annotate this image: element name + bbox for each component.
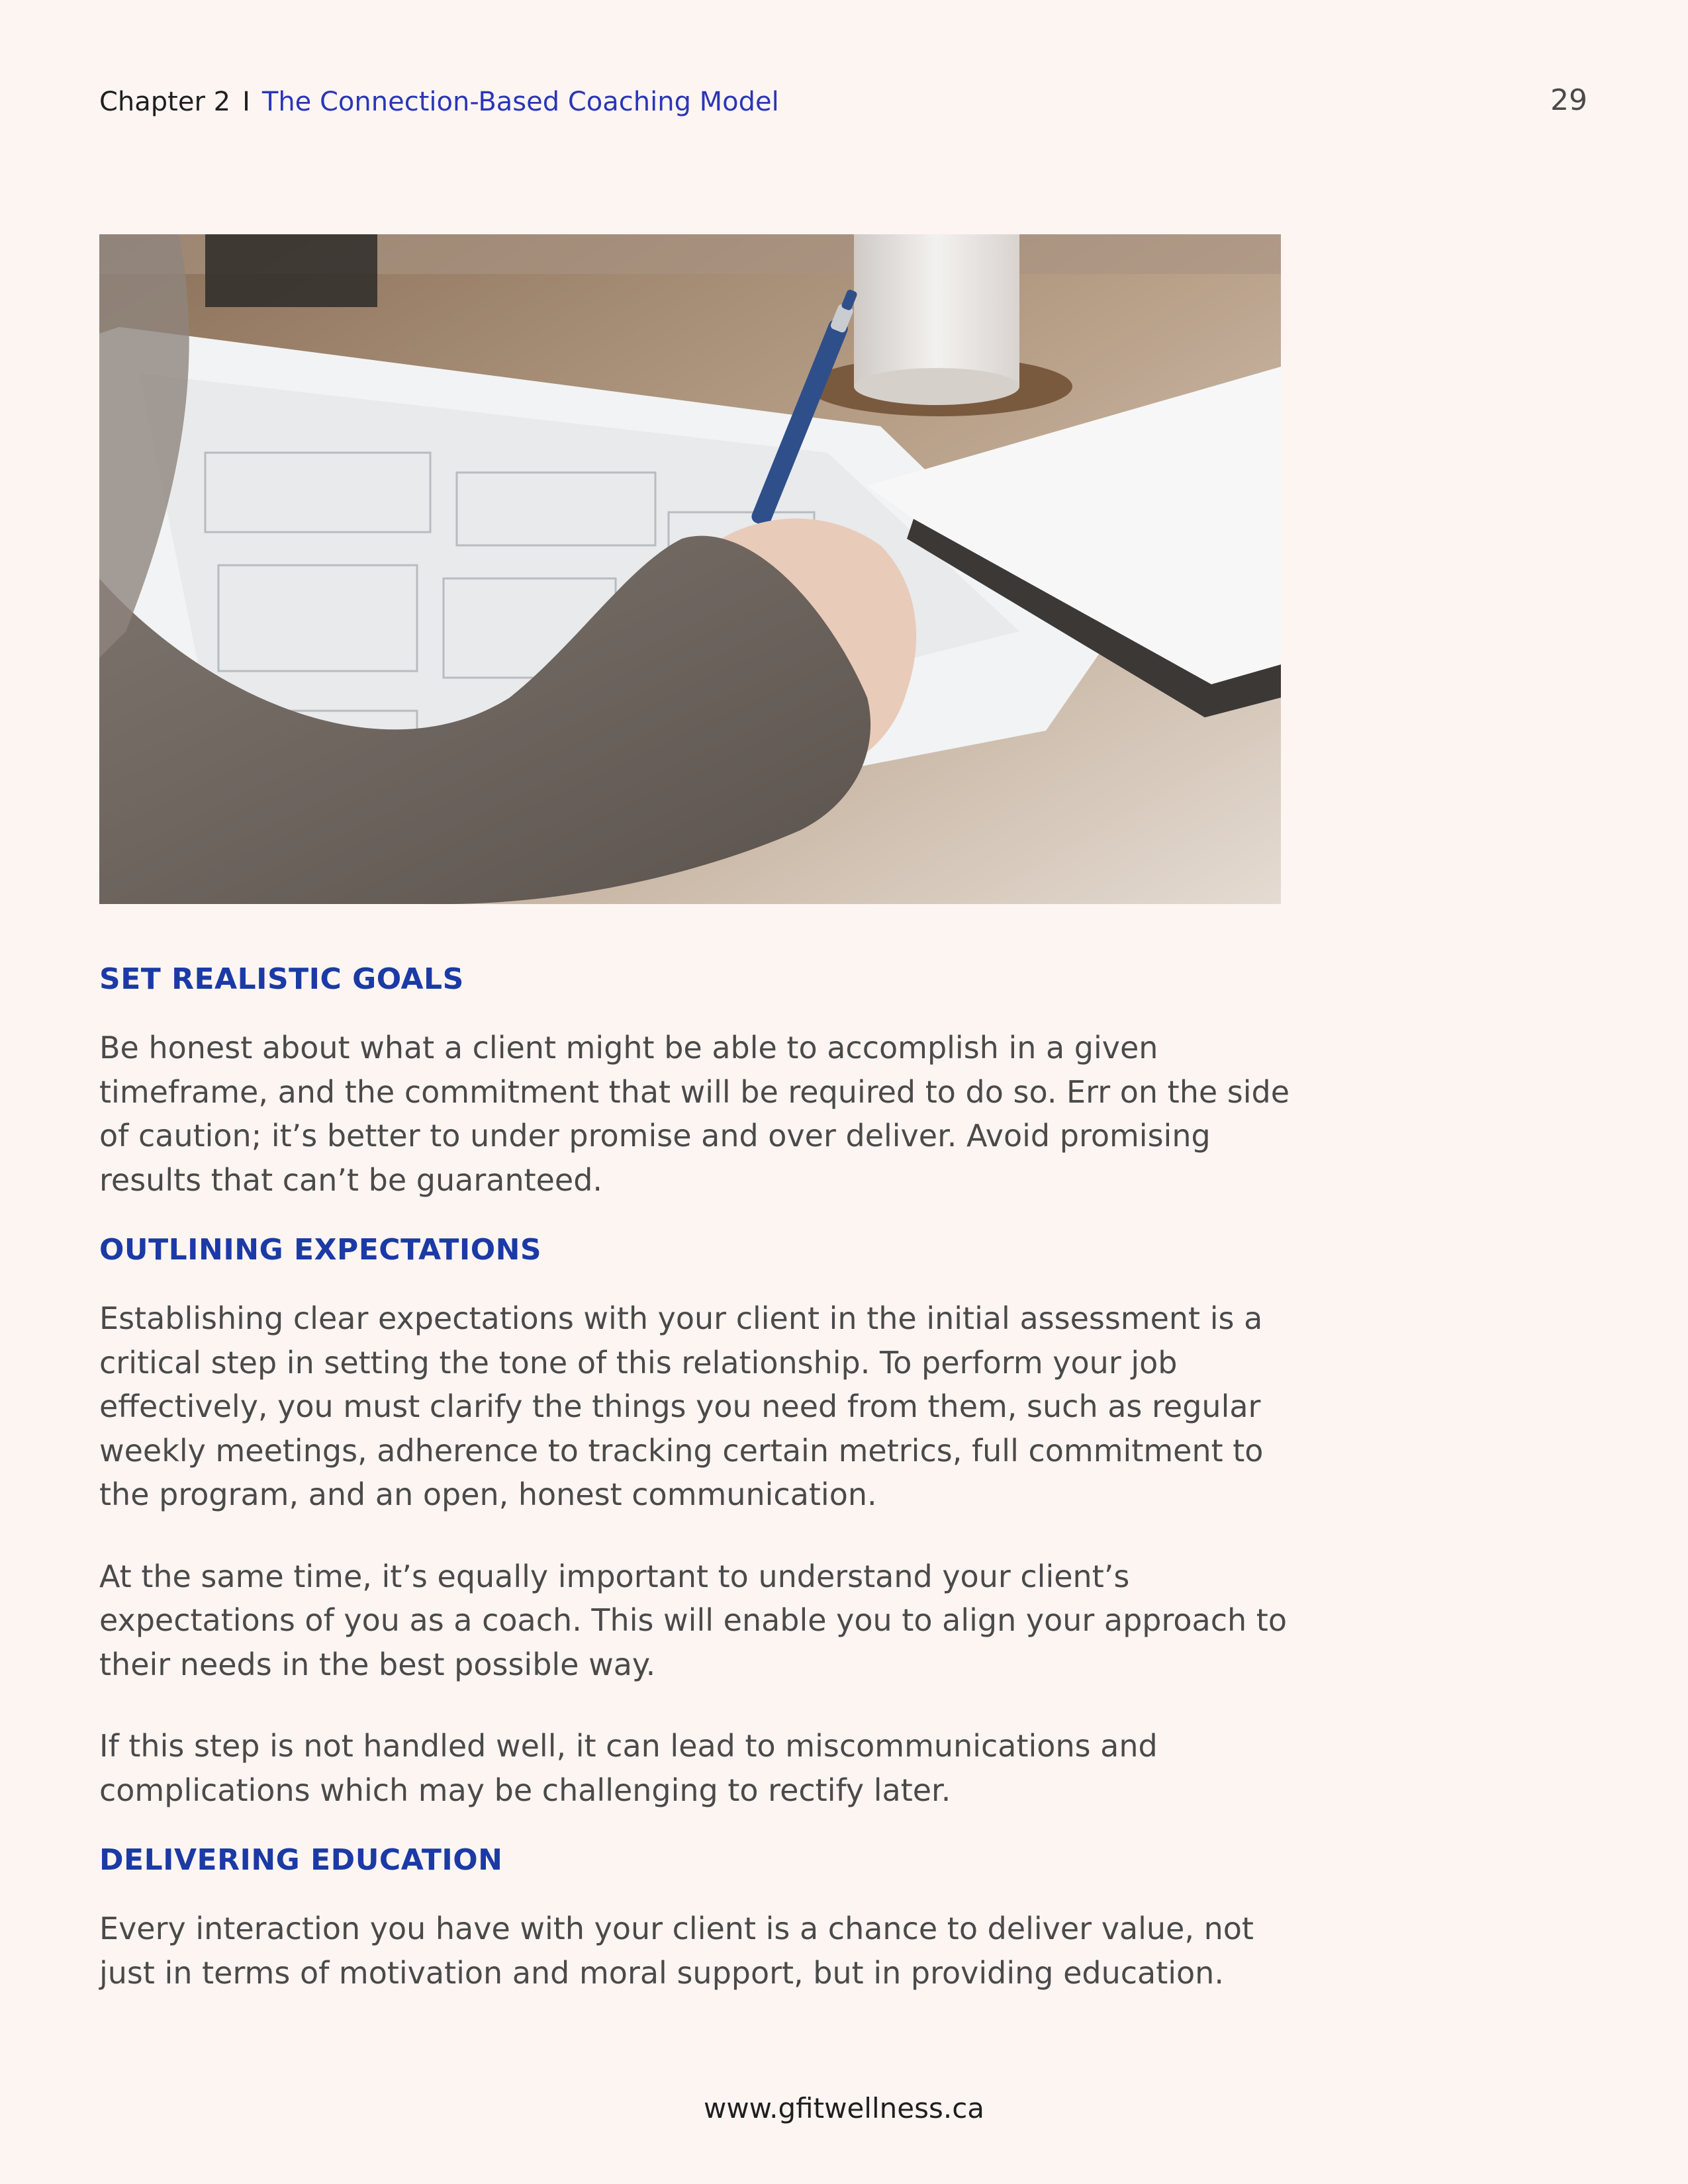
heading-set-realistic-goals: SET REALISTIC GOALS: [99, 962, 464, 996]
running-header: [99, 85, 779, 119]
body-content: [99, 960, 1291, 1995]
heading-delivering-education: DELIVERING EDUCATION: [99, 1843, 503, 1877]
paragraph: Establishing clear expectations with your client in the initial assessment is a critical step in setting the tone of this relationship. To perform your job effectively, you must clarify the things you need from them, such as regular weekly meetings, adherence to tracking certain metrics, full commitment to the program, and an open, honest communication.: [99, 1300, 1264, 1512]
paragraph: At the same time, it’s equally important to understand your client’s expectations of you as a coach. This will enable you to align your approach to their needs in the best possible way.: [99, 1558, 1287, 1682]
header-separator: I: [242, 87, 250, 117]
photo-writing-icon: [99, 234, 1281, 904]
page-number: 29: [1550, 83, 1587, 117]
footer-url[interactable]: www.gfitwellness.ca: [703, 2092, 985, 2124]
photo-illustration: [99, 234, 1281, 904]
heading-outlining-expectations: OUTLINING EXPECTATIONS: [99, 1233, 542, 1267]
chapter-label: Chapter 2: [99, 87, 231, 117]
paragraph: Be honest about what a client might be able to accomplish in a given timeframe, and the commitment that will be required to do so. Err on the side of caution; it’s better to under promise and over deliver. Avoid promising results that can’t be guaranteed.: [99, 1030, 1290, 1198]
chapter-title: The Connection-Based Coaching Model: [261, 87, 779, 117]
paragraph: Every interaction you have with your client is a chance to deliver value, not just in terms of motivation and moral support, but in providing education.: [99, 1911, 1254, 1991]
paragraph: If this step is not handled well, it can lead to miscommunications and complications which may be challenging to rectify later.: [99, 1728, 1158, 1808]
